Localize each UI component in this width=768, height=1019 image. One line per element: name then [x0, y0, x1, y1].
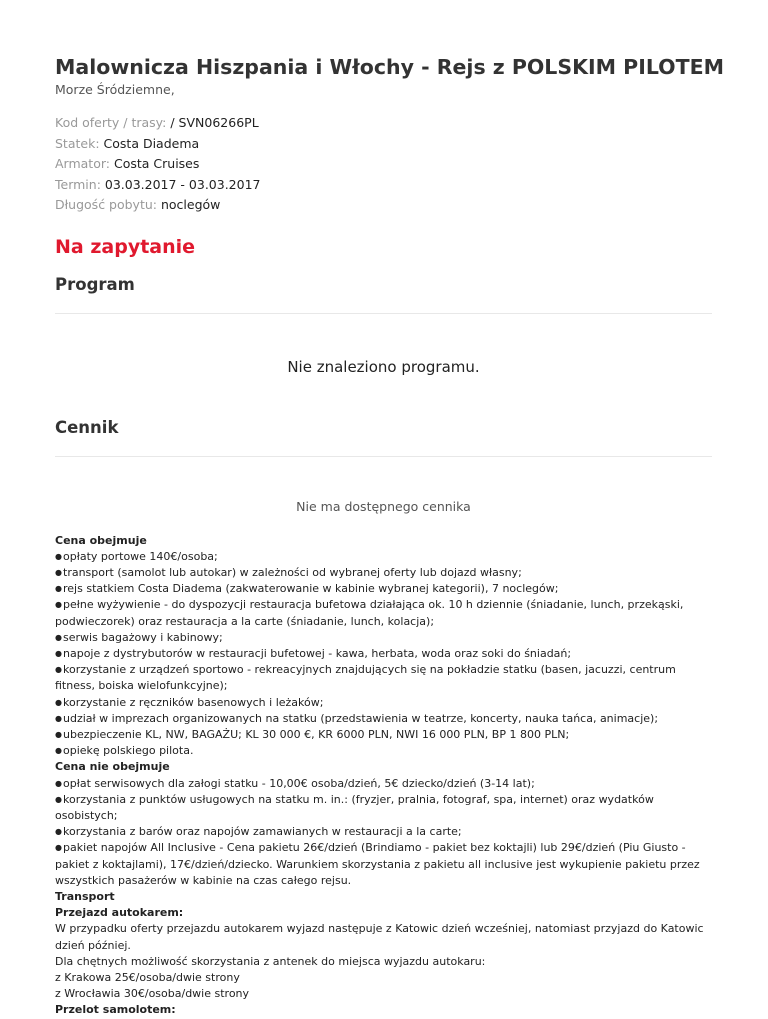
- page-title: Malownicza Hiszpania i Włochy - Rejs z POLSKIM PILOTEM: [55, 55, 724, 79]
- meta-label: Kod oferty / trasy:: [55, 115, 167, 130]
- bus-text: W przypadku oferty przejazdu autokarem wyjazd następuje z Katowic dzień wcześniej, natomiast przyjazd do Katowic dzień później.: [55, 922, 704, 952]
- program-empty-message: Nie znaleziono programu.: [287, 357, 480, 376]
- price-label: Na zapytanie: [55, 235, 196, 258]
- list-item-text: korzystania z punktów usługowych na statku m. in.: (fryzjer, pralnia, fotograf, spa, internet) oraz wydatków osobistych;: [55, 792, 654, 822]
- excludes-list: [55, 776, 712, 889]
- list-item-text: pakiet napojów All Inclusive - Cena pakietu 26€/dzień (Brindiamo - pakiet bez koktajli) lub 29€/dzień (Piu Giusto - pakiet z koktajlami), 17€/dzień/dziecko. Warunkiem skorzystania z pakietu all inclusive jest wykupienie pakietu przez wszystkich pasażerów w kabinie na czas całego rejsu.: [55, 841, 700, 887]
- list-item: ●serwis bagażowy i kabinowy;: [55, 630, 223, 644]
- meta-value: Costa Cruises: [113, 156, 200, 171]
- transport-heading: Transport: [55, 889, 115, 903]
- offer-details: [55, 533, 712, 1019]
- list-item-text: korzystanie z urządzeń sportowo - rekreacyjnych znajdujących się na pokładzie statku (basen, jacuzzi, centrum fitness, boiska wielofunkcyjne);: [55, 663, 676, 693]
- includes-heading: Cena obejmuje: [55, 533, 147, 547]
- list-item: ●korzystanie z ręczników basenowych i leżaków;: [55, 695, 324, 709]
- list-item: ●opiekę polskiego pilota.: [55, 744, 194, 758]
- list-item-text: napoje z dystrybutorów w restauracji bufetowej - kawa, herbata, woda oraz soki do śniadań;: [63, 646, 572, 660]
- list-item-text: udział w imprezach organizowanych na statku (przedstawienia w teatrze, koncerty, nauka tańca, animacje);: [63, 711, 659, 725]
- region-subtitle: Morze Śródziemne,: [55, 82, 175, 97]
- meta-value: / SVN06266PL: [170, 115, 259, 130]
- bus-heading: Przejazd autokarem:: [55, 906, 184, 920]
- list-item-text: serwis bagażowy i kabinowy;: [63, 630, 223, 644]
- list-item-text: opłaty portowe 140€/osoba;: [63, 549, 218, 563]
- meta-row-ship: [55, 134, 712, 155]
- meta-label: Statek:: [55, 135, 100, 151]
- offer-meta: [55, 113, 712, 216]
- list-item: ●korzystania z barów oraz napojów zamawianych w restauracji a la carte;: [55, 825, 462, 839]
- meta-label: Termin:: [55, 176, 101, 192]
- meta-value: noclegów: [160, 197, 221, 212]
- includes-list: [55, 549, 712, 760]
- program-heading: Program: [55, 274, 135, 294]
- meta-label: Długość pobytu:: [55, 197, 157, 212]
- bus-wroclaw-price: z Wrocławia 30€/osoba/dwie strony: [55, 987, 250, 1001]
- list-item: ●pełne wyżywienie - do dyspozycji restauracja bufetowa działająca ok. 10 h dziennie (śniadanie, lunch, przekąski, podwieczorek) oraz restauracja a la carte (śniadanie, lunch, kolacja);: [55, 598, 684, 628]
- cennik-divider: [55, 456, 712, 457]
- list-item: ●korzystanie z urządzeń sportowo - rekreacyjnych znajdujących się na pokładzie statku (basen, jacuzzi, centrum fitness, boiska wielofunkcyjne);: [55, 663, 676, 693]
- list-item-text: opiekę polskiego pilota.: [63, 744, 194, 758]
- list-item-text: korzystanie z ręczników basenowych i leżaków;: [63, 695, 324, 709]
- cennik-heading: Cennik: [55, 417, 119, 437]
- list-item: ●napoje z dystrybutorów w restauracji bufetowej - kawa, herbata, woda oraz soki do śniadań;: [55, 646, 572, 660]
- bus-krakow-price: z Krakowa 25€/osoba/dwie strony: [55, 970, 240, 984]
- meta-label: Armator:: [55, 156, 110, 171]
- meta-row-length: [55, 195, 712, 216]
- list-item: ●transport (samolot lub autokar) w zależności od wybranej oferty lub dojazd własny;: [55, 565, 522, 579]
- list-item: ●opłat serwisowych dla załogi statku - 10,00€ osoba/dzień, 5€ dziecko/dzień (3-14 lat);: [55, 776, 535, 790]
- meta-row-code: [55, 113, 712, 134]
- list-item-text: pełne wyżywienie - do dyspozycji restauracja bufetowa działająca ok. 10 h dziennie (śniadanie, lunch, przekąski, podwieczorek) oraz restauracja a la carte (śniadanie, lunch, kolacja);: [55, 598, 684, 628]
- list-item: ●ubezpieczenie KL, NW, BAGAŻU; KL 30 000 €, KR 6000 PLN, NWI 16 000 PLN, BP 1 800 PLN;: [55, 727, 570, 741]
- bus-extra-text: Dla chętnych możliwość skorzystania z antenek do miejsca wyjazdu autokaru:: [55, 954, 486, 968]
- meta-row-operator: [55, 154, 712, 175]
- meta-value: 03.03.2017 - 03.03.2017: [104, 176, 261, 192]
- flight-heading: Przelot samolotem:: [55, 1003, 176, 1017]
- list-item-text: rejs statkiem Costa Diadema (zakwaterowanie w kabinie wybranej kategorii), 7 noclegów;: [63, 582, 559, 596]
- meta-row-date: [55, 175, 712, 196]
- list-item: ●opłaty portowe 140€/osoba;: [55, 549, 218, 563]
- list-item: ●udział w imprezach organizowanych na statku (przedstawienia w teatrze, koncerty, nauka tańca, animacje);: [55, 711, 659, 725]
- list-item-text: ubezpieczenie KL, NW, BAGAŻU; KL 30 000 €, KR 6000 PLN, NWI 16 000 PLN, BP 1 800 PLN;: [63, 727, 570, 741]
- program-divider: [55, 313, 712, 314]
- list-item-text: opłat serwisowych dla załogi statku - 10,00€ osoba/dzień, 5€ dziecko/dzień (3-14 lat);: [63, 776, 535, 790]
- meta-value: Costa Diadema: [103, 135, 200, 151]
- cennik-empty-message: Nie ma dostępnego cennika: [296, 498, 471, 514]
- list-item-text: korzystania z barów oraz napojów zamawianych w restauracji a la carte;: [63, 825, 462, 839]
- list-item: ●korzystania z punktów usługowych na statku m. in.: (fryzjer, pralnia, fotograf, spa, internet) oraz wydatków osobistych;: [55, 792, 654, 822]
- list-item-text: transport (samolot lub autokar) w zależności od wybranej oferty lub dojazd własny;: [63, 565, 522, 579]
- excludes-heading: Cena nie obejmuje: [55, 760, 170, 774]
- list-item: ●rejs statkiem Costa Diadema (zakwaterowanie w kabinie wybranej kategorii), 7 noclegów;: [55, 582, 559, 596]
- list-item: ●pakiet napojów All Inclusive - Cena pakietu 26€/dzień (Brindiamo - pakiet bez koktajli) lub 29€/dzień (Piu Giusto - pakiet z koktajlami), 17€/dzień/dziecko. Warunkiem skorzystania z pakietu all inclusive jest wykupienie pakietu przez wszystkich pasażerów w kabinie na czas całego rejsu.: [55, 841, 700, 887]
